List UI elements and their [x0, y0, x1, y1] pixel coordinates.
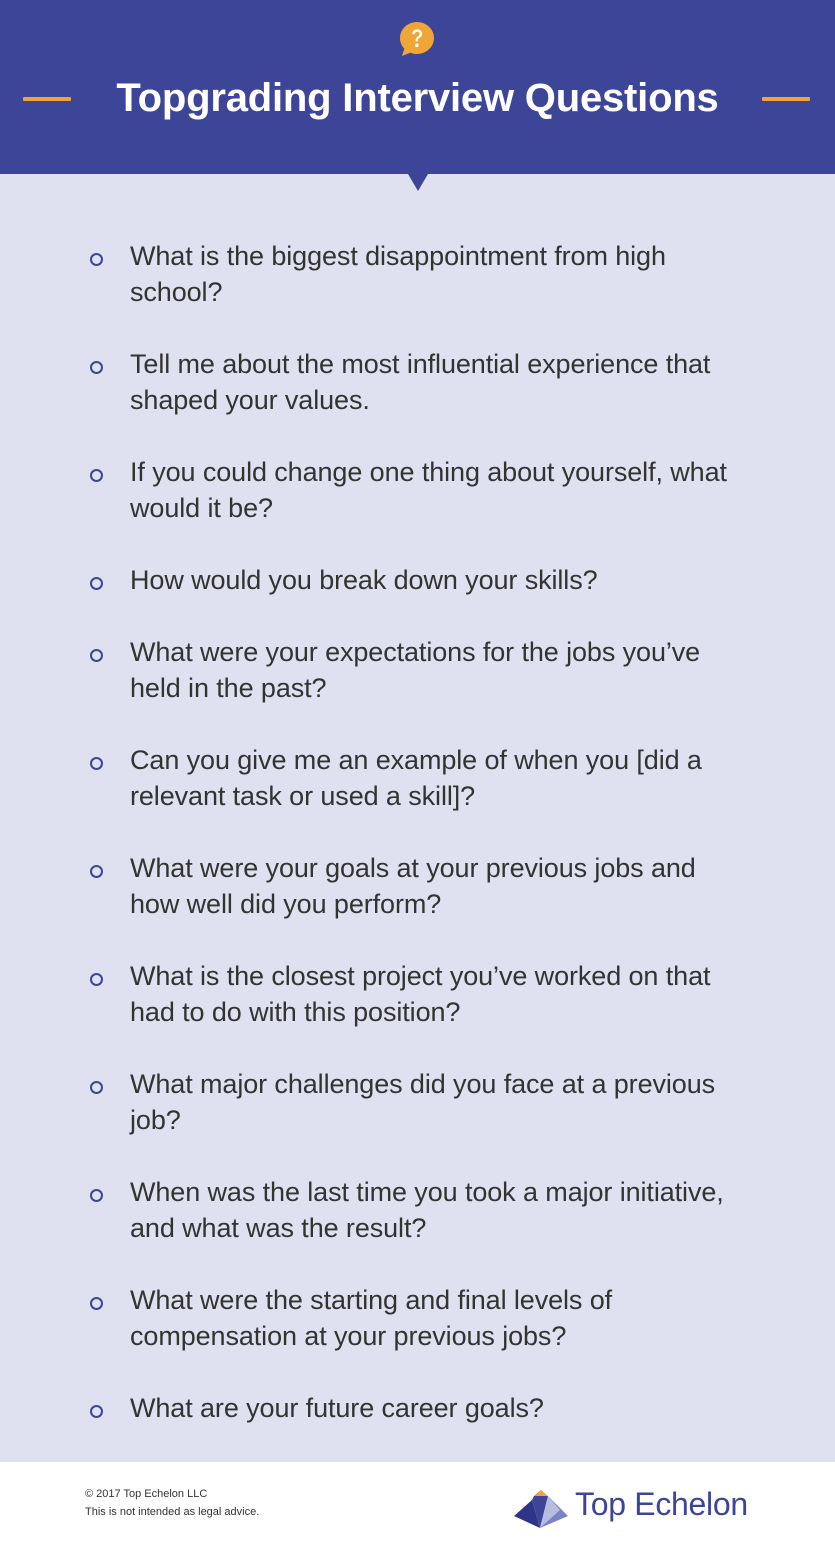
list-item — [88, 241, 768, 325]
title-accent-line-right — [762, 97, 810, 101]
question-bubble-icon — [398, 20, 436, 58]
footer — [0, 1462, 835, 1542]
question-text: What were your expectations for the jobs you’ve held in the past? — [130, 637, 701, 703]
title-accent-line-left — [23, 97, 71, 101]
question-text: How would you break down your skills? — [130, 565, 598, 595]
circle-bullet-icon — [90, 253, 103, 266]
question-text: Can you give me an example of when you [did a relevant task or used a skill]? — [130, 745, 702, 811]
question-text: What major challenges did you face at a previous job? — [130, 1069, 716, 1135]
circle-bullet-icon — [90, 865, 103, 878]
list-item — [88, 1177, 768, 1261]
list-item — [88, 637, 768, 721]
list-item — [88, 1285, 768, 1369]
circle-bullet-icon — [90, 361, 103, 374]
question-text: What is the closest project you’ve worked on that had to do with this position? — [130, 961, 711, 1027]
list-item — [88, 961, 768, 1045]
circle-bullet-icon — [90, 1081, 103, 1094]
list-item — [88, 349, 768, 433]
circle-bullet-icon — [90, 973, 103, 986]
logo-wordmark: Top Echelon — [575, 1486, 748, 1522]
circle-bullet-icon — [90, 1189, 103, 1202]
circle-bullet-icon — [90, 469, 103, 482]
header-pointer-triangle — [408, 174, 428, 191]
header-banner — [0, 0, 835, 174]
list-item — [88, 1069, 768, 1153]
question-text: If you could change one thing about yourself, what would it be? — [130, 457, 727, 523]
circle-bullet-icon — [90, 1405, 103, 1418]
question-text: What is the biggest disappointment from high school? — [130, 241, 666, 307]
copyright-text: © 2017 Top Echelon LLC — [85, 1488, 208, 1500]
list-item — [88, 745, 768, 829]
question-text: What were your goals at your previous jobs and how well did you perform? — [130, 853, 696, 919]
disclaimer-text: This is not intended as legal advice. — [85, 1506, 260, 1518]
circle-bullet-icon — [90, 757, 103, 770]
question-text: What are your future career goals? — [130, 1393, 544, 1423]
circle-bullet-icon — [90, 649, 103, 662]
page-title: Topgrading Interview Questions — [116, 76, 719, 120]
question-text: When was the last time you took a major initiative, and what was the result? — [130, 1177, 724, 1243]
pyramid-logo-icon — [510, 1476, 572, 1532]
circle-bullet-icon — [90, 1297, 103, 1310]
list-item — [88, 457, 768, 541]
top-echelon-logo[interactable] — [510, 1472, 770, 1532]
list-item — [88, 853, 768, 937]
question-text: Tell me about the most influential experience that shaped your values. — [130, 349, 711, 415]
question-text: What were the starting and final levels of compensation at your previous jobs? — [130, 1285, 613, 1351]
circle-bullet-icon — [90, 577, 103, 590]
